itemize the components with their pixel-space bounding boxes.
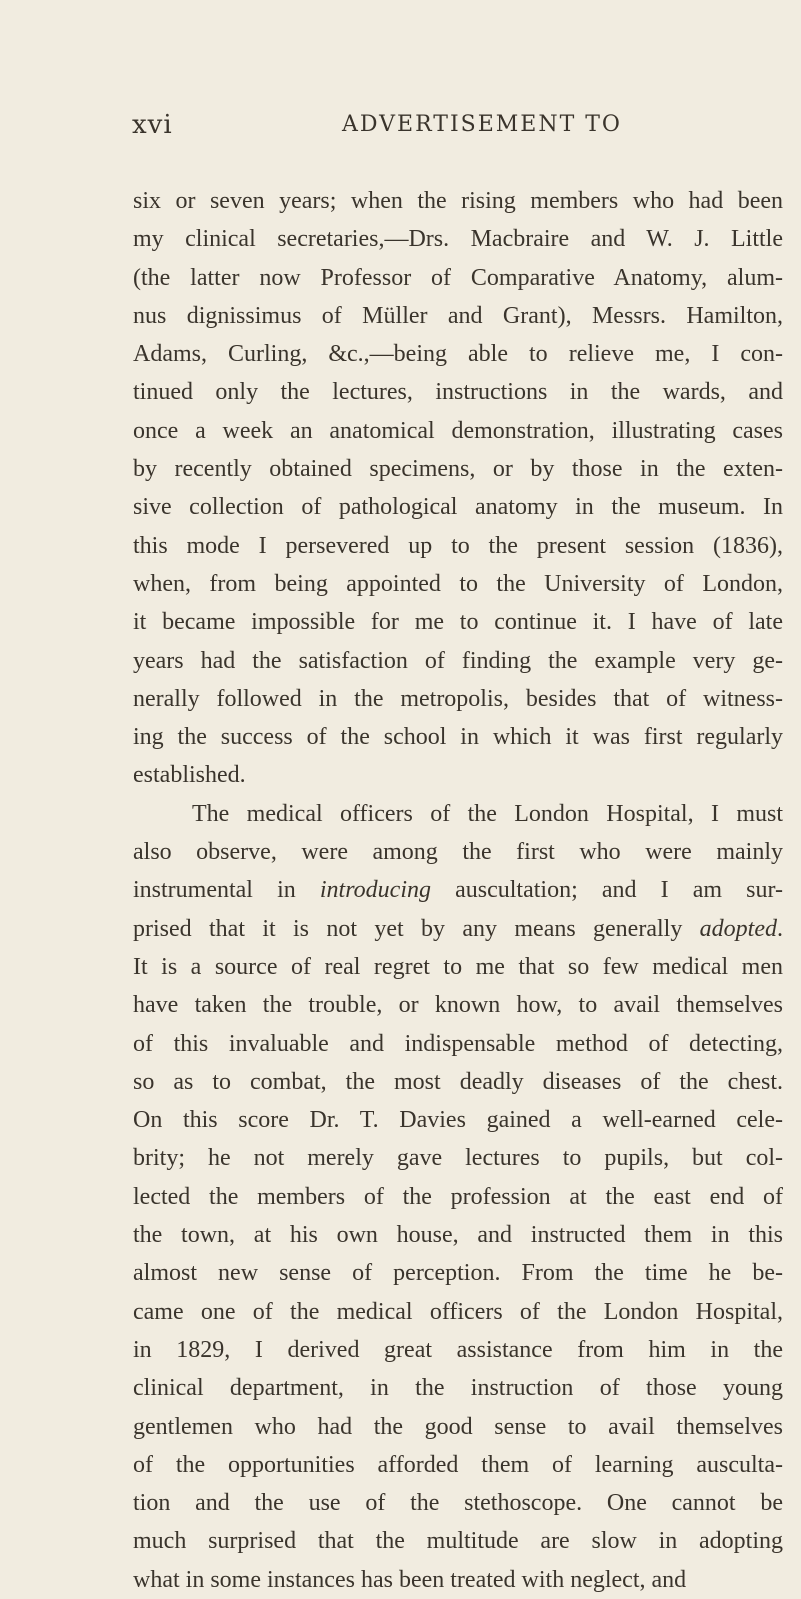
text-line [133,527,783,565]
text-run: this mode I persevered up to the present session (1836), [133,532,783,559]
paragraph [133,182,783,795]
italic-text: introducing [319,877,431,904]
text-run: once a week an anatomical demonstration, illustrating cases [133,417,783,444]
text-line [133,1216,783,1254]
text-run: . [777,915,783,942]
text-line [133,1408,783,1446]
text-run: lected the members of the profession at the east end of [133,1183,783,1210]
text-run: nus dignissimus of Müller and Grant), Messrs. Hamilton, [133,302,783,329]
text-line [133,182,783,220]
text-run: brity; he not merely gave lectures to pupils, but col- [133,1145,783,1172]
running-head [132,110,711,144]
text-run: nerally followed in the metropolis, besides that of witness- [133,685,783,712]
text-line [133,680,783,718]
running-title: ADVERTISEMENT TO [342,112,622,137]
text-run: came one of the medical officers of the London Hospital, [133,1298,783,1325]
text-run: so as to combat, the most deadly diseases of the chest. [133,1068,783,1095]
text-line [133,1178,783,1216]
text-line [133,871,783,909]
text-run: On this score Dr. T. Davies gained a well-earned cele- [133,1107,783,1134]
text-run: have taken the trouble, or known how, to avail themselves [133,992,783,1019]
text-line [133,1561,783,1599]
text-line [133,259,783,297]
text-line [133,1331,783,1369]
text-run: what in some instances has been treated with neglect, and [133,1566,687,1593]
text-line [133,986,783,1024]
text-line [133,297,783,335]
text-run: (the latter now Professor of Comparative Anatomy, alum- [133,264,783,291]
text-run: also observe, were among the first who were mainly [133,839,783,866]
text-line [133,220,783,258]
text-run: ing the success of the school in which it was first regularly [133,724,783,751]
text-run: six or seven years; when the rising members who had been [133,188,783,214]
text-line [133,1293,783,1331]
text-run: in 1829, I derived great assistance from him in the [133,1336,783,1363]
text-line [133,910,783,948]
text-run: tion and the use of the stethoscope. One cannot be [133,1490,783,1517]
text-run: Adams, Curling, &c.,—being able to relieve me, I con- [133,341,783,368]
text-run: sive collection of pathological anatomy in the museum. In [133,494,783,521]
text-line [133,756,783,794]
text-line [133,1063,783,1101]
text-line [133,1025,783,1063]
text-line [133,1254,783,1292]
text-line [133,450,783,488]
text-line [133,1139,783,1177]
text-run: auscultation; and I am sur- [430,877,783,904]
text-line [133,1369,783,1407]
text-line [133,1484,783,1522]
text-run: of the opportunities afforded them of learning ausculta- [133,1451,783,1478]
text-line [133,795,783,833]
text-line [133,335,783,373]
text-line [133,642,783,680]
text-line [133,718,783,756]
text-run: prised that it is not yet by any means generally [133,915,700,942]
text-run: The medical officers of the London Hospital, I must [192,800,783,827]
text-run: of this invaluable and indispensable method of detecting, [133,1030,783,1057]
text-run: my clinical secretaries,—Drs. Macbraire and W. J. Little [133,226,783,253]
text-run: much surprised that the multitude are slow in adopting [133,1528,783,1555]
text-run: tinued only the lectures, instructions in the wards, and [133,379,783,406]
text-line [133,412,783,450]
italic-text: adopted [699,915,777,942]
text-run: almost new sense of perception. From the time he be- [133,1260,783,1287]
text-line [133,565,783,603]
text-line [133,948,783,986]
text-line [133,373,783,411]
text-run: years had the satisfaction of finding the example very ge- [133,647,783,674]
text-run: it became impossible for me to continue it. I have of late [133,609,783,636]
text-line [133,833,783,871]
text-line [133,488,783,526]
body-text [133,182,783,1599]
text-run: gentlemen who had the good sense to avail themselves [133,1413,783,1440]
text-line [133,1101,783,1139]
paragraph [133,795,783,1599]
text-run: clinical department, in the instruction of those young [133,1375,783,1402]
text-run: when, from being appointed to the University of London, [133,570,783,597]
text-run: instrumental in [133,877,320,904]
page-number: xvi [132,110,173,140]
text-run: the town, at his own house, and instructed them in this [133,1222,783,1249]
text-line [133,1446,783,1484]
text-line [133,1522,783,1560]
text-run: established. [133,762,246,789]
text-run: by recently obtained specimens, or by those in the exten- [133,456,783,483]
text-run: It is a source of real regret to me that so few medical men [133,953,783,980]
text-line [133,603,783,641]
